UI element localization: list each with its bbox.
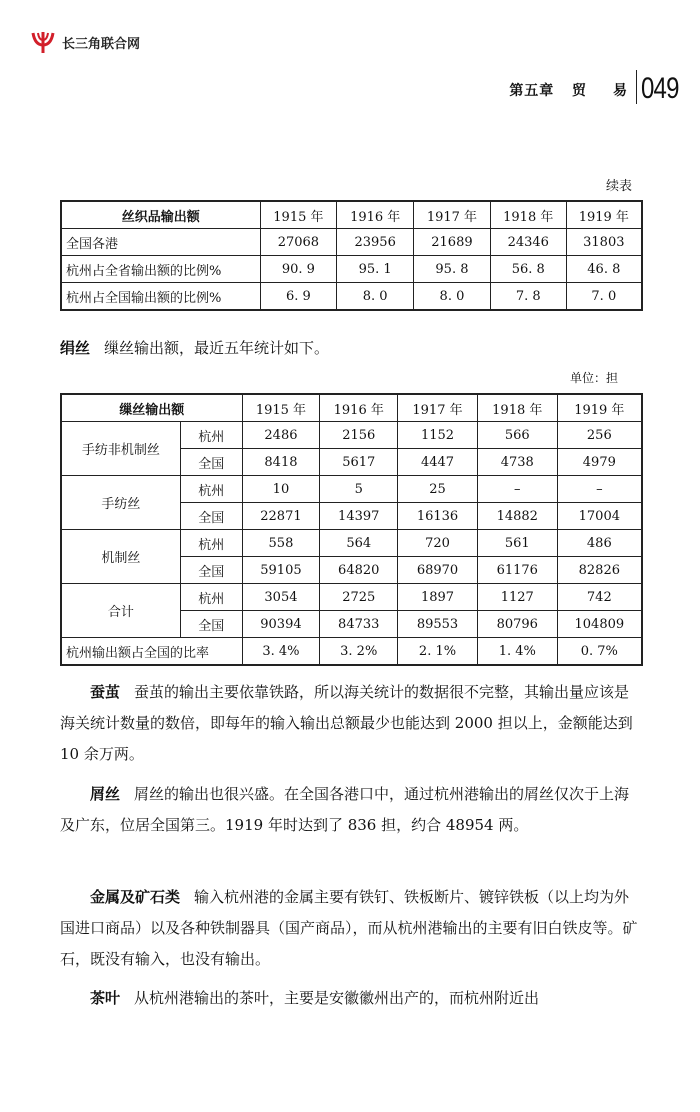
table-header-cell: 1917 年	[398, 394, 478, 422]
region-label: 全国	[180, 557, 242, 584]
table-cell: 89553	[398, 611, 478, 638]
table-cell: 104809	[557, 611, 642, 638]
table-cell: 16136	[398, 503, 478, 530]
table-cell: 1897	[398, 584, 478, 611]
table-cell: 95. 8	[414, 256, 491, 283]
chapter-name-2: 易	[612, 83, 628, 99]
paragraph-heading: 金属及矿石类	[90, 888, 181, 906]
silk-fabric-export-table	[60, 200, 643, 311]
table-row	[61, 530, 642, 557]
table-cell: 7. 0	[566, 283, 642, 311]
chapter-title	[509, 80, 628, 100]
table-cell: 3. 2%	[320, 638, 398, 666]
paragraph-heading: 蚕茧	[90, 683, 121, 701]
unit-label: 单位：担	[570, 371, 619, 385]
table-cell: 23956	[337, 229, 414, 256]
site-name: 长三角联合网	[62, 36, 141, 52]
table-cell: 10	[242, 476, 320, 503]
group-label: 合计	[61, 584, 180, 638]
running-header	[509, 70, 688, 104]
table-cell: 742	[557, 584, 642, 611]
table-header-cell: 1917 年	[414, 201, 491, 229]
table-cell: 5	[320, 476, 398, 503]
paragraph-waste-silk	[60, 779, 643, 841]
paragraph-tea	[60, 983, 643, 1014]
table-header-cell: 丝织品输出额	[61, 201, 260, 229]
table-row	[61, 476, 642, 503]
table-cell: 720	[398, 530, 478, 557]
table-header-cell: 缫丝输出额	[61, 394, 242, 422]
table-cell: 7. 8	[490, 283, 566, 311]
page-number: 049	[640, 72, 679, 105]
table-cell: 59105	[242, 557, 320, 584]
table-cell: 90. 9	[260, 256, 337, 283]
table-cell: 0. 7%	[557, 638, 642, 666]
table-cell: 68970	[398, 557, 478, 584]
paragraph-metal	[60, 882, 643, 975]
logo-mark-icon	[30, 30, 56, 54]
table-header-cell: 1918 年	[477, 394, 557, 422]
paragraph-text: 从杭州港输出的茶叶，主要是安徽徽州出产的，而杭州附近出	[134, 989, 540, 1007]
table-row	[61, 229, 642, 256]
table-cell: 2156	[320, 422, 398, 449]
table-cell: 4738	[477, 449, 557, 476]
table-cell: 8. 0	[337, 283, 414, 311]
table-header-row	[61, 201, 642, 229]
paragraph-heading: 茶叶	[90, 989, 121, 1007]
row-label: 杭州占全省输出额的比例%	[61, 256, 260, 283]
table-cell: 17004	[557, 503, 642, 530]
table-header-cell: 1915 年	[260, 201, 337, 229]
table-cell: 1127	[477, 584, 557, 611]
table-header-cell: 1919 年	[557, 394, 642, 422]
table-cell: 1. 4%	[477, 638, 557, 666]
table-cell: 80796	[477, 611, 557, 638]
table-cell: 566	[477, 422, 557, 449]
table-cell: –	[477, 476, 557, 503]
table-cell: 31803	[566, 229, 642, 256]
table-cell: 486	[557, 530, 642, 557]
paragraph-cocoon	[60, 677, 643, 770]
table-cell: 256	[557, 422, 642, 449]
table-cell: 4447	[398, 449, 478, 476]
table-cell: 22871	[242, 503, 320, 530]
region-label: 杭州	[180, 584, 242, 611]
table-header-cell: 1919 年	[566, 201, 642, 229]
table-header-cell: 1916 年	[320, 394, 398, 422]
site-logo[interactable]	[30, 30, 140, 54]
table-cell: 564	[320, 530, 398, 557]
region-label: 全国	[180, 503, 242, 530]
table-cell: –	[557, 476, 642, 503]
table-cell: 61176	[477, 557, 557, 584]
table-header-cell: 1916 年	[337, 201, 414, 229]
table-cell: 46. 8	[566, 256, 642, 283]
table-cell: 64820	[320, 557, 398, 584]
table-cell: 90394	[242, 611, 320, 638]
group-label: 手纺非机制丝	[61, 422, 180, 476]
table-cell: 3. 4%	[242, 638, 320, 666]
table-cell: 14397	[320, 503, 398, 530]
table-cell: 2725	[320, 584, 398, 611]
table-row	[61, 256, 642, 283]
paragraph-text: 屑丝的输出也很兴盛。在全国各港口中，通过杭州港输出的屑丝仅次于上海及广东，位居全国第三。1919 年时达到了 836 担，约合 48954 两。	[60, 785, 630, 834]
section-text: 缫丝输出额，最近五年统计如下。	[104, 339, 330, 357]
table-cell: 4979	[557, 449, 642, 476]
table-cell: 558	[242, 530, 320, 557]
region-label: 全国	[180, 611, 242, 638]
table-row	[61, 584, 642, 611]
continued-label: 续表	[606, 179, 633, 194]
row-label: 杭州输出额占全国的比率	[61, 638, 242, 666]
group-label: 机制丝	[61, 530, 180, 584]
table-cell: 561	[477, 530, 557, 557]
chapter-name-1: 贸	[571, 83, 587, 99]
table-cell: 5617	[320, 449, 398, 476]
reeled-silk-export-table	[60, 393, 643, 666]
table-cell: 2486	[242, 422, 320, 449]
paragraph-text: 蚕茧的输出主要依靠铁路，所以海关统计的数据很不完整，其输出量应该是海关统计数量的数倍，即每年的输入输出总额最少也能达到 2000 担以上，金额能达到 10 余万两。	[60, 683, 633, 763]
row-label: 全国各港	[61, 229, 260, 256]
table-cell: 6. 9	[260, 283, 337, 311]
table-header-cell: 1915 年	[242, 394, 320, 422]
section-heading: 绢丝	[60, 339, 91, 357]
table-header-cell: 1918 年	[490, 201, 566, 229]
table-cell: 8418	[242, 449, 320, 476]
header-divider	[636, 70, 637, 104]
paragraph-text: 输入杭州港的金属主要有铁钉、铁板断片、镀锌铁板（以上均为外国进口商品）以及各种铁制器具（国产商品），而从杭州港输出的主要有旧白铁皮等。矿石，既没有输入，也没有输出。	[60, 888, 638, 968]
chapter-number: 第五章	[509, 83, 555, 99]
region-label: 全国	[180, 449, 242, 476]
table-header-row	[61, 394, 642, 422]
section-silk	[60, 333, 643, 364]
group-label: 手纺丝	[61, 476, 180, 530]
table-cell: 56. 8	[490, 256, 566, 283]
table-cell: 14882	[477, 503, 557, 530]
region-label: 杭州	[180, 422, 242, 449]
table-row	[61, 283, 642, 311]
table-cell: 84733	[320, 611, 398, 638]
table-cell: 3054	[242, 584, 320, 611]
row-label: 杭州占全国输出额的比例%	[61, 283, 260, 311]
table-cell: 82826	[557, 557, 642, 584]
table-cell: 2. 1%	[398, 638, 478, 666]
region-label: 杭州	[180, 476, 242, 503]
table-cell: 21689	[414, 229, 491, 256]
table-row	[61, 638, 642, 666]
table-cell: 24346	[490, 229, 566, 256]
table-cell: 1152	[398, 422, 478, 449]
table-row	[61, 422, 642, 449]
paragraph-heading: 屑丝	[90, 785, 121, 803]
region-label: 杭州	[180, 530, 242, 557]
table-cell: 8. 0	[414, 283, 491, 311]
table-cell: 27068	[260, 229, 337, 256]
table-cell: 25	[398, 476, 478, 503]
table-cell: 95. 1	[337, 256, 414, 283]
